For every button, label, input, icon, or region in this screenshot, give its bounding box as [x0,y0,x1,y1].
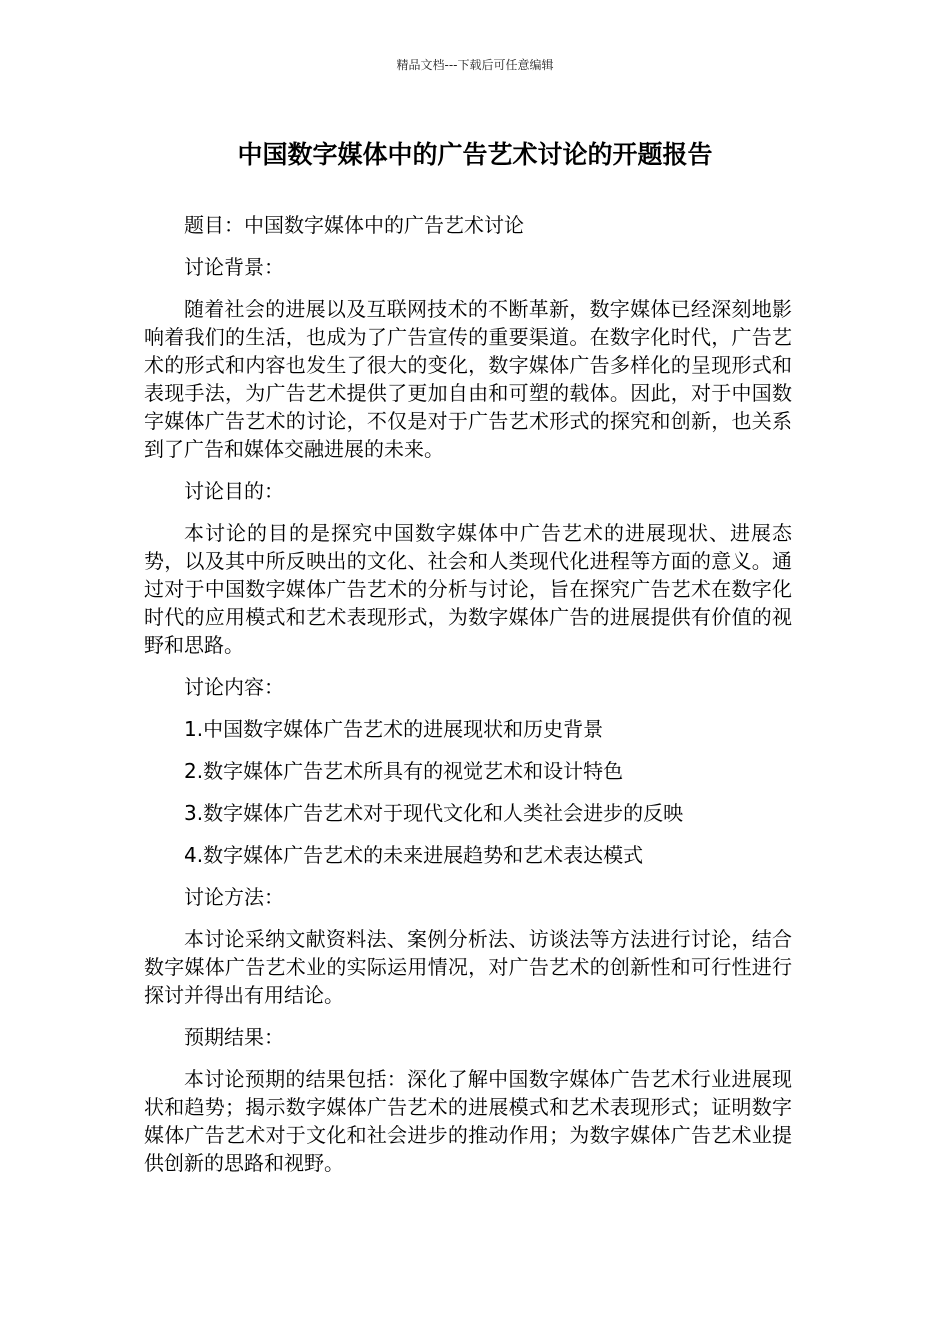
document-body [144,211,792,1191]
method-paragraph: 本讨论采纳文献资料法、案例分析法、访谈法等方法进行讨论，结合数字媒体广告艺术业的实际运用情况，对广告艺术的创新性和可行性进行探讨并得出有用结论。 [144,927,792,1007]
background-paragraph: 随着社会的进展以及互联网技术的不断革新，数字媒体已经深刻地影响着我们的生活，也成为了广告宣传的重要渠道。在数字化时代，广告艺术的形式和内容也发生了很大的变化，数字媒体广告多样化的呈现形式和表现手法，为广告艺术提供了更加自由和可塑的载体。因此，对于中国数字媒体广告艺术的讨论，不仅是对于广告艺术形式的探究和创新，也关系到了广告和媒体交融进展的未来。 [144,297,792,461]
section-heading-content: 讨论内容： [184,675,284,699]
section-heading-results: 预期结果： [184,1025,284,1049]
content-item-2: 2.数字媒体广告艺术所具有的视觉艺术和设计特色 [184,759,624,783]
page-header: 精品文档---下载后可任意编辑 [396,58,554,72]
content-item-1: 1.中国数字媒体广告艺术的进展现状和历史背景 [184,717,604,741]
content-item-4: 4.数字媒体广告艺术的未来进展趋势和艺术表达模式 [184,843,644,867]
purpose-paragraph: 本讨论的目的是探究中国数字媒体中广告艺术的进展现状、进展态势，以及其中所反映出的文化、社会和人类现代化进程等方面的意义。通过对于中国数字媒体广告艺术的分析与讨论，旨在探究广告艺术在数字化时代的应用模式和艺术表现形式，为数字媒体广告的进展提供有价值的视野和思路。 [144,521,792,657]
section-heading-purpose: 讨论目的： [184,479,284,503]
document-title: 中国数字媒体中的广告艺术讨论的开题报告 [237,140,713,169]
section-heading-method: 讨论方法： [184,885,284,909]
section-heading-background: 讨论背景： [184,255,284,279]
topic-line: 题目：中国数字媒体中的广告艺术讨论 [184,213,524,237]
results-paragraph: 本讨论预期的结果包括：深化了解中国数字媒体广告艺术行业进展现状和趋势；揭示数字媒体广告艺术的进展模式和艺术表现形式；证明数字媒体广告艺术对于文化和社会进步的推动作用；为数字媒体广告艺术业提供创新的思路和视野。 [144,1067,792,1175]
content-item-3: 3.数字媒体广告艺术对于现代文化和人类社会进步的反映 [184,801,684,825]
